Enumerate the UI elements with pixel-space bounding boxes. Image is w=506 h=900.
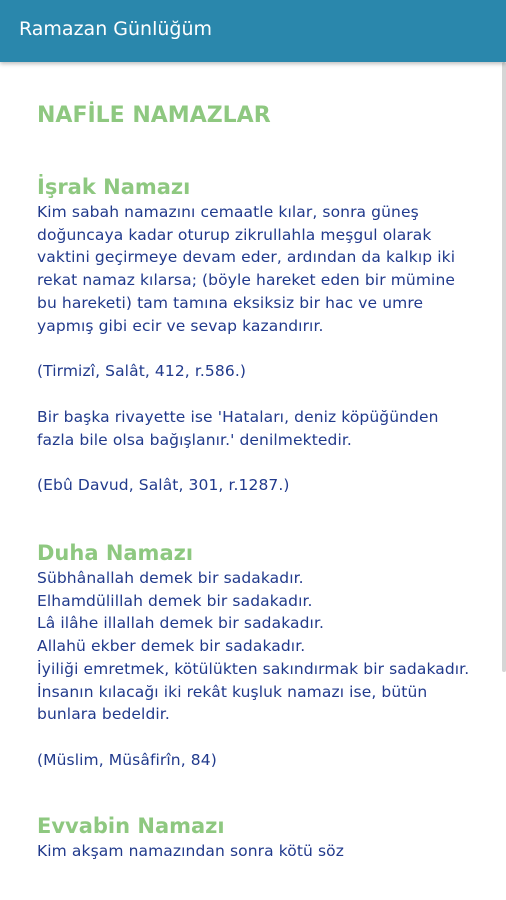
- source-citation: (Tirmizî, Salât, 412, r.586.): [37, 362, 246, 381]
- section-body-israk: Kim sabah namazını cemaatle kılar, sonra güneş doğuncaya kadar oturup zikrullahla meşgul olarak vaktini geçirmeye devam eder, ardından da kalkıp iki rekat namaz kılarsa; (böyle hareket eden bir mümine bu hareketi) tam tamına eksiksiz bir hac ve umre yapmış gibi ecir ve sevap kazandırır.: [37, 203, 456, 335]
- article: [0, 62, 502, 862]
- content-scroll-area[interactable]: [0, 62, 502, 900]
- spacer: [37, 451, 474, 474]
- section-title-duha: Duha Namazı: [37, 541, 194, 566]
- section-extra-israk: Bir başka rivayette ise 'Hataları, deniz köpüğünden fazla bile olsa bağışlanır.' denilmektedir.: [37, 407, 439, 449]
- section-title-israk: İşrak Namazı: [37, 175, 191, 199]
- section-body-duha: Sübhânallah demek bir sadakadır. Elhamdülillah demek bir sadakadır. Lâ ilâhe illallah demek bir sadakadır. Allahü ekber demek bir sadakadır. İyiliği emretmek, kötülükten sakındırmak bir sadakadır. İnsanın kılacağı iki rekât kuşluk namazı ise, bütün bunlara bedeldir.: [37, 569, 470, 724]
- spacer: [37, 337, 474, 360]
- spacer: [37, 726, 474, 749]
- source-citation: (Müslim, Müsâfirîn, 84): [37, 750, 217, 769]
- spacer: [37, 383, 474, 406]
- app-bar: [0, 0, 506, 62]
- section-title-evvabin: Evvabin Namazı: [37, 813, 225, 838]
- section-body-evvabin: Kim akşam namazından sonra kötü söz: [37, 841, 344, 860]
- app-title: Ramazan Günlüğüm: [19, 18, 213, 40]
- source-citation: (Ebû Davud, Salât, 301, r.1287.): [37, 476, 290, 495]
- page-title: NAFİLE NAMAZLAR: [37, 103, 271, 128]
- scrollbar[interactable]: [502, 62, 506, 672]
